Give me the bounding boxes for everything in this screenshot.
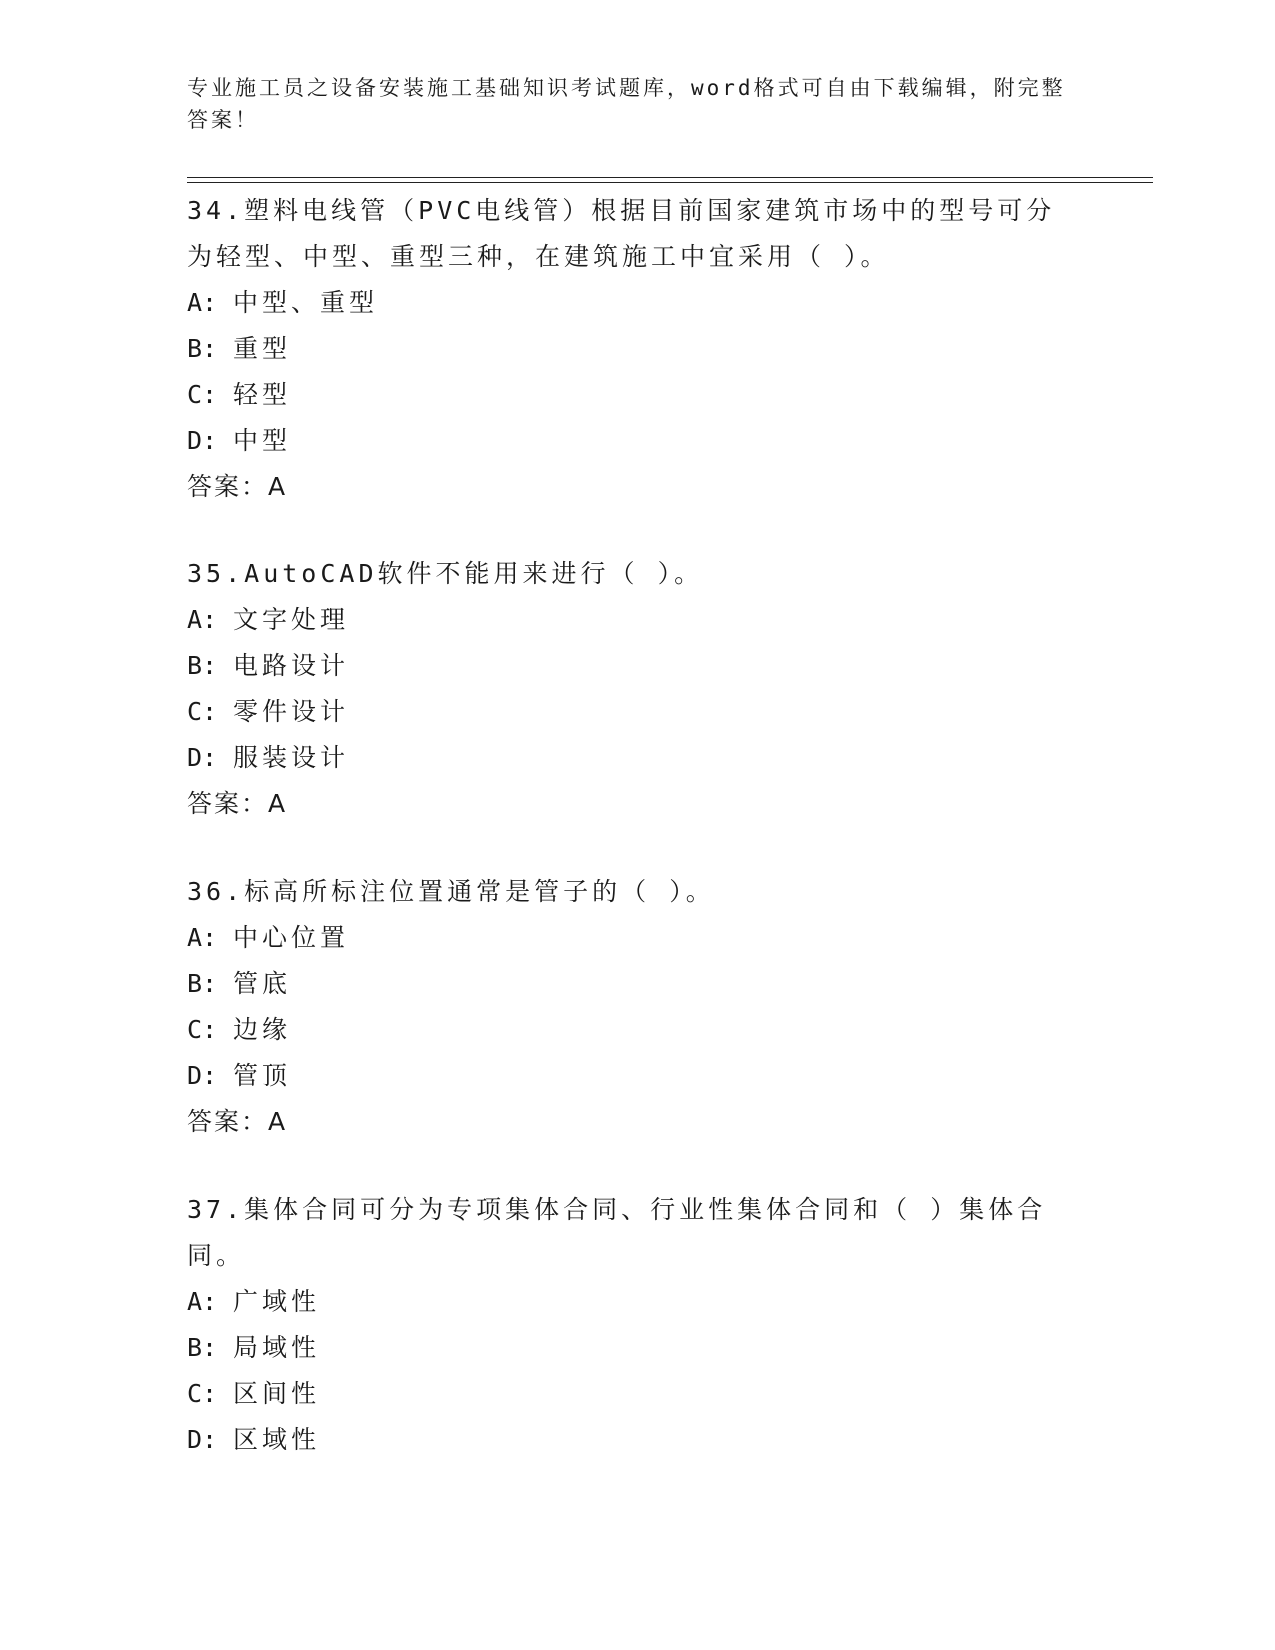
question-number: 35.	[187, 559, 245, 588]
option-text: 局域性	[233, 1333, 321, 1362]
option-b	[187, 961, 1067, 1007]
answer-line: 答案：A	[187, 789, 288, 818]
option-letter: C:	[187, 380, 218, 409]
option-letter: A:	[187, 923, 218, 952]
option-letter: D:	[187, 743, 218, 772]
option-text: 文字处理	[233, 605, 350, 634]
option-c	[187, 1007, 1067, 1053]
option-text: 边缘	[233, 1015, 292, 1044]
option-c	[187, 689, 1067, 735]
option-text: 区间性	[233, 1379, 321, 1408]
option-d	[187, 735, 1067, 781]
question-stem	[187, 1187, 1067, 1279]
question-37	[187, 1187, 1067, 1463]
option-letter: B:	[187, 651, 218, 680]
question-stem	[187, 869, 1067, 915]
option-letter: A:	[187, 1287, 218, 1316]
option-letter: D:	[187, 1061, 218, 1090]
option-a	[187, 1279, 1067, 1325]
option-b	[187, 1325, 1067, 1371]
option-text: 管顶	[233, 1061, 292, 1090]
question-text: AutoCAD软件不能用来进行（ ）。	[244, 559, 704, 588]
option-letter: C:	[187, 697, 218, 726]
answer-line: 答案：A	[187, 472, 288, 501]
option-b	[187, 643, 1067, 689]
option-letter: D:	[187, 426, 218, 455]
question-text: 塑料电线管（PVC电线管）根据目前国家建筑市场中的型号可分为轻型、中型、重型三种，在建筑施工中宜采用（ ）。	[187, 196, 1056, 271]
answer-line: 答案：A	[187, 1107, 288, 1136]
option-text: 中型、重型	[233, 288, 379, 317]
option-letter: A:	[187, 605, 218, 634]
option-text: 服装设计	[233, 743, 350, 772]
option-letter: D:	[187, 1425, 218, 1454]
option-letter: C:	[187, 1379, 218, 1408]
option-c	[187, 1371, 1067, 1417]
option-text: 重型	[233, 334, 292, 363]
option-a	[187, 280, 1067, 326]
option-d	[187, 418, 1067, 464]
option-c	[187, 372, 1067, 418]
option-letter: B:	[187, 1333, 218, 1362]
question-stem	[187, 188, 1067, 280]
option-d	[187, 1053, 1067, 1099]
question-34	[187, 188, 1067, 510]
option-d	[187, 1417, 1067, 1463]
option-text: 零件设计	[233, 697, 350, 726]
option-b	[187, 326, 1067, 372]
header-divider-bottom	[187, 182, 1153, 183]
option-letter: A:	[187, 288, 218, 317]
question-35	[187, 551, 1067, 827]
option-text: 电路设计	[233, 651, 350, 680]
option-text: 中型	[233, 426, 292, 455]
option-text: 中心位置	[233, 923, 350, 952]
option-text: 管底	[233, 969, 292, 998]
question-number: 34.	[187, 196, 245, 225]
question-stem	[187, 551, 1067, 597]
option-text: 广域性	[233, 1287, 321, 1316]
option-letter: B:	[187, 334, 218, 363]
question-36	[187, 869, 1067, 1145]
question-text: 标高所标注位置通常是管子的（ ）。	[244, 877, 715, 906]
option-letter: C:	[187, 1015, 218, 1044]
header-divider-top	[187, 177, 1153, 178]
option-a	[187, 915, 1067, 961]
document-header: 专业施工员之设备安装施工基础知识考试题库，word格式可自由下载编辑，附完整答案！	[187, 76, 1066, 132]
question-number: 36.	[187, 877, 245, 906]
option-text: 轻型	[233, 380, 292, 409]
question-number: 37.	[187, 1195, 245, 1224]
option-letter: B:	[187, 969, 218, 998]
question-text: 集体合同可分为专项集体合同、行业性集体合同和（ ）集体合同。	[187, 1195, 1047, 1270]
option-text: 区域性	[233, 1425, 321, 1454]
option-a	[187, 597, 1067, 643]
